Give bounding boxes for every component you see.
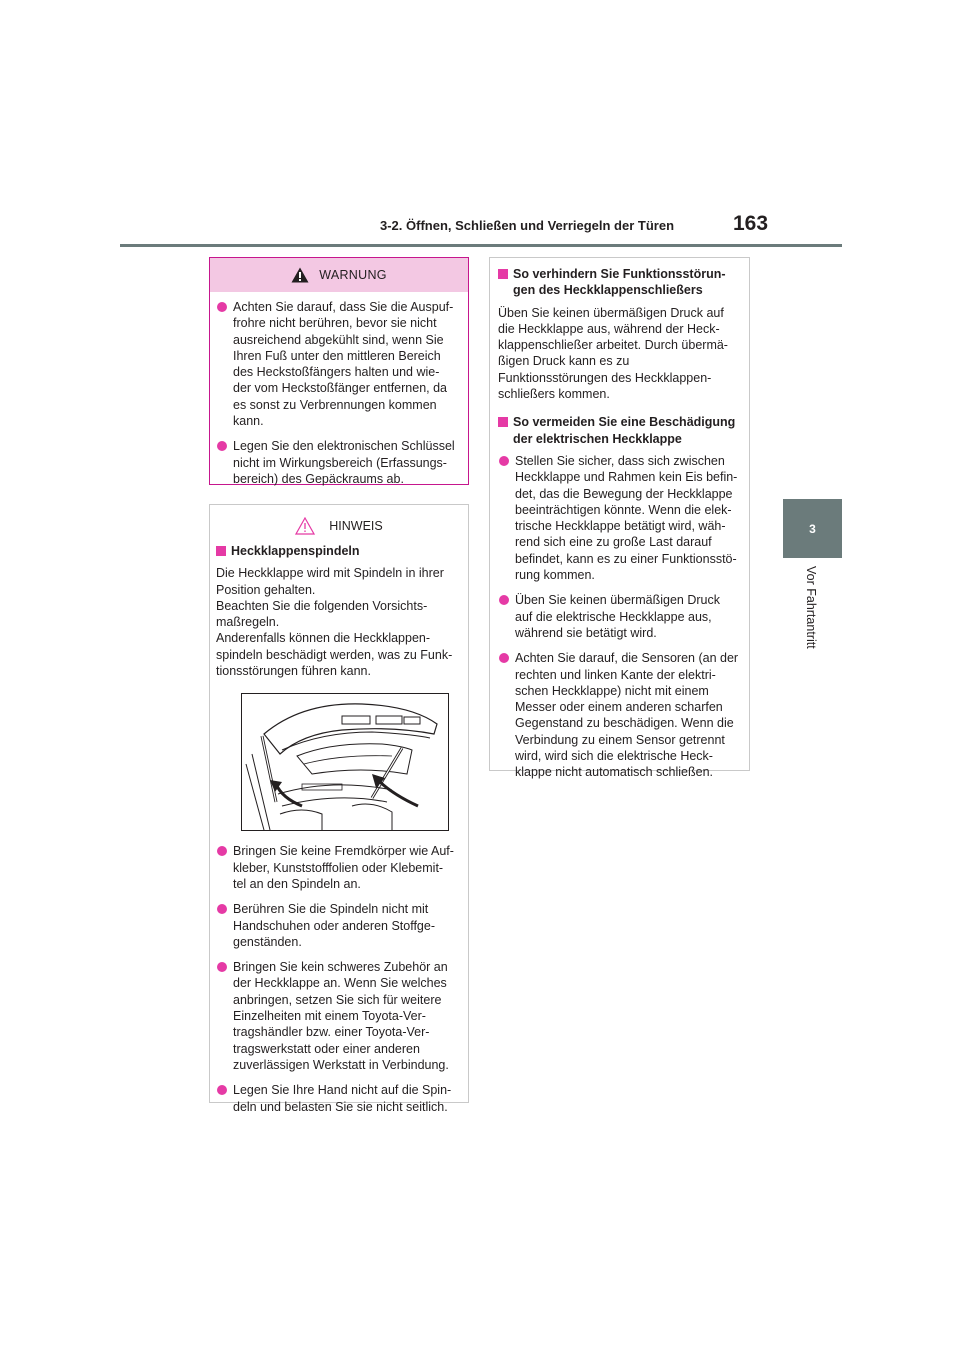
square-bullet-icon — [216, 546, 226, 556]
tailgate-drawing — [242, 694, 448, 830]
bullet-dot-icon — [499, 595, 509, 605]
chapter-side-label: Vor Fahrtantritt — [804, 566, 818, 649]
chapter-tab[interactable] — [783, 499, 842, 558]
notice-section-title: Heckklappenspindeln — [216, 543, 458, 559]
bullet-dot-icon — [217, 962, 227, 972]
warning-triangle-icon — [291, 267, 309, 283]
right-bullet-text: Stellen Sie sicher, dass sich zwischen Heckklappe und Rahmen kein Eis befin- det, das die Bewegung der Heckklappe beeinträchtigen könnte. Wenn die elek- trische Heckklappe betätigt wird, wäh- rend sich eine zu große Last darauf befindet, kann es zu einer Funktionsstö- rung kommen. — [515, 453, 738, 583]
warning-heading: WARNUNG — [319, 268, 387, 282]
right-section-title-2: So vermeiden Sie eine Beschädigung der elektrischen Heckklappe — [498, 414, 739, 447]
chapter-tab-number: 3 — [809, 521, 816, 536]
right-bullet — [498, 453, 739, 583]
right-section-text-1: Üben Sie keinen übermäßigen Druck auf die Heckklappe aus, während der Heck- klappenschließer arbeitet. Durch übermä- ßigen Druck kann es zu Funktionsstörungen des Heckklappen- schließers kommen. — [498, 305, 728, 402]
notice-header — [210, 509, 468, 543]
notice-bullet-text: Bringen Sie kein schweres Zubehör an der Heckklappe an. Wenn Sie welches anbringen, setzen Sie sich für weitere Einzelheiten mit einem Toyota-Ver- tragshändler bzw. einer Toyota-Ver- tragswerkstatt oder einer anderen zuverlässigen Werkstatt in Verbindung. — [233, 960, 449, 1072]
caution-triangle-icon — [295, 517, 315, 535]
notice-bullet — [216, 901, 458, 950]
notice-bullet-text: Berühren Sie die Spindeln nicht mit Handschuhen oder anderen Stoffge- genständen. — [233, 902, 436, 949]
notice-heading: HINWEIS — [329, 519, 383, 533]
warning-header — [210, 258, 468, 292]
bullet-dot-icon — [217, 846, 227, 856]
warning-bullet-text: Achten Sie darauf, dass Sie die Auspuf- frohre nicht berühren, bevor sie nicht ausreichend abgekühlt sind, wenn Sie Ihren Fuß unter den mittleren Bereich des Heckstoßfängers halten und wie- der vom Heckstoßfänger entfernen, da es sonst zu Verbrennungen kommen kann. — [233, 300, 454, 429]
chapter-header-title: 3-2. Öffnen, Schließen und Verriegeln der Türen — [380, 218, 675, 233]
warning-box — [209, 257, 469, 485]
right-bullet-text: Üben Sie keinen übermäßigen Druck auf die elektrische Heckklappe aus, während sie betätigt wird. — [515, 593, 720, 640]
right-section-title-1: So verhindern Sie Funktionsstörun- gen des Heckklappenschließers — [498, 266, 739, 299]
bullet-dot-icon — [499, 456, 509, 466]
bullet-dot-icon — [217, 1085, 227, 1095]
bullet-dot-icon — [217, 904, 227, 914]
header-rule — [120, 244, 842, 247]
bullet-dot-icon — [499, 653, 509, 663]
square-bullet-icon — [498, 417, 508, 427]
notice-intro-text: Die Heckklappe wird mit Spindeln in ihrer Position gehalten. Beachten Sie die folgenden Vorsichts- maßregeln. Anderenfalls können die Heckklappen- spindeln beschädigt werden, was zu Funk- tionsstörungen führen kann. — [216, 566, 453, 679]
warning-bullet — [216, 299, 458, 429]
warning-bullet — [216, 438, 458, 487]
notice-bullet — [216, 1082, 458, 1115]
tailgate-strut-illustration — [241, 693, 449, 831]
bullet-dot-icon — [217, 441, 227, 451]
notice-bullet — [216, 843, 458, 892]
bullet-dot-icon — [217, 302, 227, 312]
right-bullet — [498, 592, 739, 641]
notice-continued-box — [489, 257, 750, 780]
notice-bullet-text: Bringen Sie keine Fremdkörper wie Auf- kleber, Kunststofffolien oder Klebemit- tel an den Spindeln an. — [233, 844, 454, 891]
notice-bullet — [216, 959, 458, 1073]
right-bullet — [498, 650, 739, 780]
page-number: 163 — [733, 212, 769, 235]
square-bullet-icon — [498, 269, 508, 279]
notice-bullet-text: Legen Sie Ihre Hand nicht auf die Spin- deln und belasten Sie sie nicht seitlich. — [233, 1083, 452, 1114]
notice-box — [209, 504, 469, 1114]
warning-bullet-text: Legen Sie den elektronischen Schlüssel nicht im Wirkungsbereich (Erfassungs- bereich) des Gepäckraums ab. — [233, 439, 455, 486]
right-bullet-text: Achten Sie darauf, die Sensoren (an der rechten und linken Kante der elektri- schen Heckklappe) nicht mit einem Messer oder einem anderen scharfen Gegenstand zu beschädigen. Wenn die Verbindung zu einem Sensor getrennt wird, wird sich die elektrische Heck- klappe nicht automatisch schließen. — [515, 651, 739, 780]
